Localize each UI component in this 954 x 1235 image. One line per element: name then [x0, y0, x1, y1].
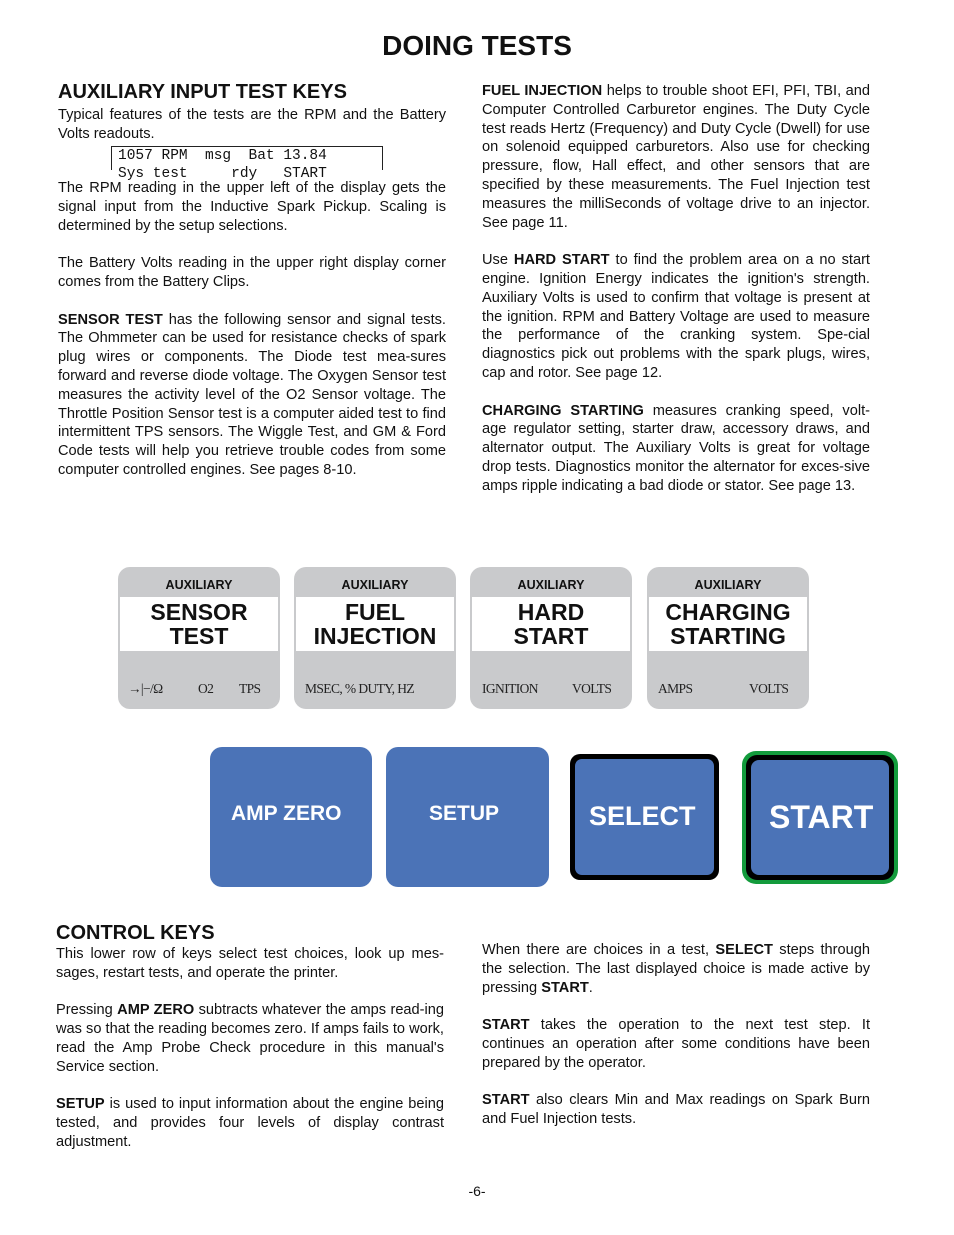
key-bottom-o2: O2 [198, 681, 214, 696]
hard-start-key[interactable] [470, 567, 632, 709]
page-number: -6- [468, 1183, 486, 1199]
diode-ohm-icon: →|−/Ω [128, 681, 163, 696]
control-section-right [482, 941, 870, 1129]
fuel-injection-key[interactable] [294, 567, 456, 709]
control-section-left [56, 922, 444, 1152]
rpm-paragraph: The RPM reading in the upper left of the display gets the signal input from the Inductive Spark Pickup. Scaling is determined by the setup selections. [58, 180, 446, 234]
setup-paragraph [56, 1095, 444, 1151]
select-start-label: START [541, 979, 589, 996]
key-line-1: SENSOR [150, 599, 248, 625]
key-line-2: STARTING [670, 623, 786, 649]
key-line-2: INJECTION [313, 623, 437, 649]
key-bottom-tps: TPS [239, 681, 261, 696]
aux-intro: Typical features of the tests are the RPM and the Battery Volts readouts. [58, 107, 446, 142]
key-line-2: START [513, 623, 589, 649]
aux-section-left-body [58, 179, 446, 480]
select-text: steps through the selection. The last displayed choice is made active by pressing [482, 942, 870, 996]
key-bottom-ignition: IGNITION [482, 681, 538, 696]
key-line-1: FUEL [344, 599, 406, 625]
charging-paragraph [482, 402, 870, 496]
display-line-2: Sys test rdy START [118, 166, 327, 182]
aux-heading: AUXILIARY INPUT TEST KEYS [58, 81, 347, 103]
select-paragraph [482, 941, 870, 997]
start-label-text: START [482, 1017, 530, 1034]
start2-text: also clears Min and Max readings on Spark Burn and Fuel Injection tests. [482, 1092, 870, 1128]
amp-zero-label: AMP ZERO [231, 802, 342, 825]
key-top-label: AUXILIARY [694, 578, 762, 592]
start-text: takes the operation to the next test step. It continues an operation after some conditions have been prepared by the operator. [482, 1017, 870, 1071]
display-readout [111, 146, 383, 182]
page-title: DOING TESTS [382, 30, 572, 61]
start-paragraph [482, 1016, 870, 1072]
hard-paragraph [482, 251, 870, 383]
key-top-label: AUXILIARY [341, 578, 409, 592]
hard-text: to find the problem area on a no start engine. Ignition Energy indicates the ignition's strength. Auxiliary Volts is used to confirm that voltage is present at the ignition. RPM and Battery Voltage are used to measure the performance of the cranking system. Spe-cial diagnostics pick out problems with the spark plugs, wires, cap and rotor. See page 12. [482, 252, 870, 381]
battery-paragraph: The Battery Volts reading in the upper right display corner comes from the Battery Clips. [58, 255, 446, 290]
sensor-test-key[interactable] [118, 567, 280, 709]
amp-label: AMP ZERO [117, 1002, 195, 1019]
select-label: SELECT [589, 801, 696, 831]
fuel-paragraph [482, 82, 870, 232]
aux-section-left [58, 81, 446, 144]
control-intro: This lower row of keys select test choices, look up mes-sages, restart tests, and operate the printer. [56, 946, 444, 981]
key-face [472, 597, 630, 651]
start-label: START [769, 799, 874, 835]
setup-text: is used to input information about the engine being tested, and provides four levels of display contrast adjustment. [56, 1096, 444, 1150]
amp-text: subtracts whatever the amps read-ing was so that the reading becomes zero. If amps fails to work, read the Amp Probe Check procedure in this manual's Service section. [56, 1002, 445, 1075]
hard-prefix: Use [482, 252, 514, 269]
charging-label: CHARGING STARTING [482, 402, 644, 419]
setup-label-text: SETUP [56, 1096, 105, 1113]
setup-label: SETUP [429, 802, 500, 825]
key-top-label: AUXILIARY [517, 578, 585, 592]
fuel-text: helps to trouble shoot EFI, PFI, TBI, and Computer Controlled Carburetor engines. The Duty Cycle test reads Hertz (Frequency) and Duty Cycle (Dwell) for use on solenoid equipped carburetors. Also use for checking pressure, flow, Hall effect, and other sensors that are specified by these measurements. The Fuel Injection test measures the milliSeconds of voltage drive to an injector. See page 11. [482, 83, 870, 231]
start2-label-text: START [482, 1092, 530, 1109]
fuel-label: FUEL INJECTION [482, 83, 603, 99]
select-prefix: When there are choices in a test, [482, 942, 716, 958]
setup-button[interactable] [386, 747, 549, 887]
amp-zero-button[interactable] [210, 747, 372, 887]
charging-starting-key[interactable] [647, 567, 809, 709]
start2-paragraph [482, 1091, 870, 1129]
hard-label: HARD START [513, 252, 610, 269]
aux-section-right [482, 82, 870, 496]
start-button[interactable] [751, 760, 889, 875]
key-face [296, 597, 454, 651]
key-face [649, 597, 807, 651]
key-bottom-units: MSEC, % DUTY, HZ [305, 681, 415, 696]
select-button[interactable] [575, 759, 714, 875]
key-top-label: AUXILIARY [165, 578, 233, 592]
key-line-1: CHARGING [665, 599, 791, 625]
key-face [120, 597, 278, 651]
select-end: . [588, 979, 593, 996]
sensor-label: SENSOR TEST [58, 311, 163, 328]
control-heading: CONTROL KEYS [56, 922, 215, 944]
sensor-paragraph [58, 311, 446, 480]
key-line-1: HARD [517, 599, 585, 625]
key-bottom-volts: VOLTS [572, 681, 612, 696]
amp-prefix: Pressing [56, 1002, 118, 1019]
key-line-2: TEST [169, 623, 229, 649]
display-line-1: 1057 RPM msg Bat 13.84 [118, 148, 327, 164]
key-bottom-amps: AMPS [658, 681, 693, 696]
key-bottom-volts: VOLTS [749, 681, 789, 696]
sensor-text: has the following sensor and signal tests. The Ohmmeter can be used for resistance checks of spark plug wires or components. The Diode test mea-sures forward and reverse diode voltage. The Oxygen Sensor test measures the activity level of the O2 Sensor voltage. The Throttle Position Sensor test is a computer aided test to find intermittent TPS sensors. The Wiggle Test, and GM & Ford Code tests will help you retrieve trouble codes from some computer controlled engines. See pages 8-10. [58, 311, 446, 478]
amp-zero-paragraph [56, 1001, 444, 1076]
select-label-text: SELECT [715, 942, 773, 958]
charging-text: measures cranking speed, volt-age regulator setting, starter draw, accessory draws, and alternator output. The Auxiliary Volts is great for voltage drop tests. Diagnostics monitor the alternator for exces-sive amps ripple indicating a bad diode or stator. See page 13. [482, 402, 870, 494]
